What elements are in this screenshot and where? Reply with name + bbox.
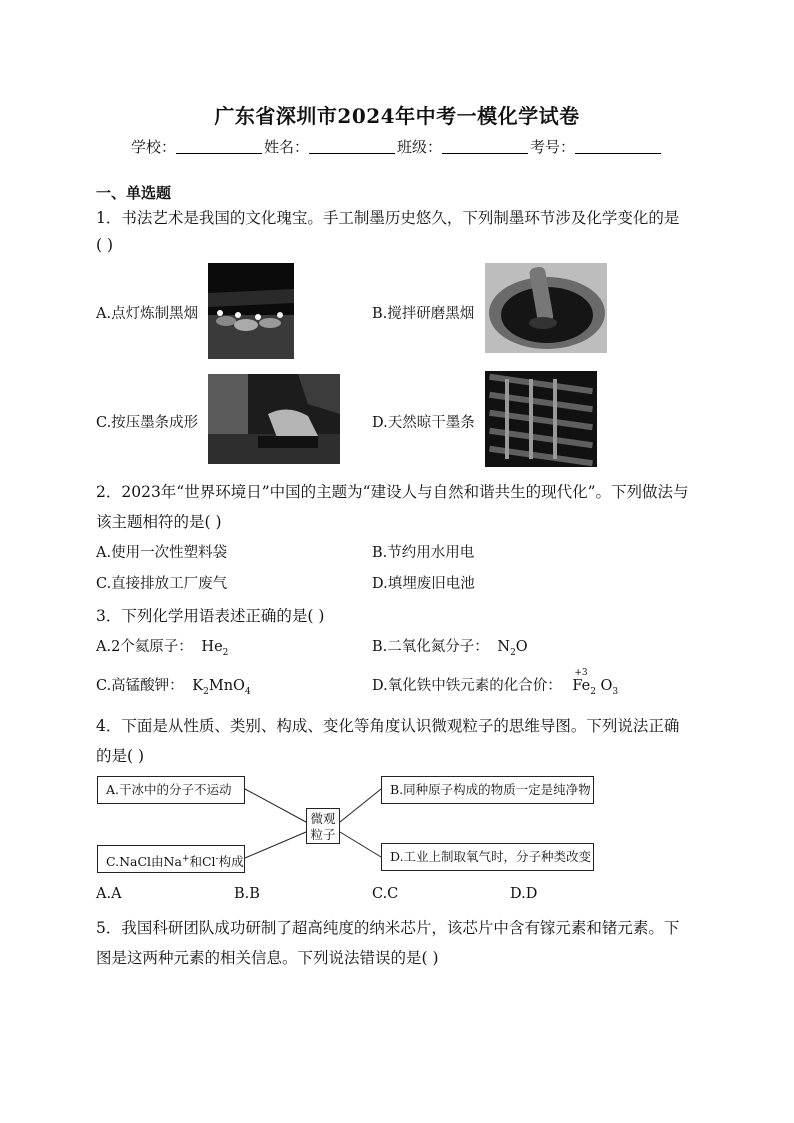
class-label: 班级：: [397, 138, 443, 156]
q2-option-c[interactable]: C.直接排放工厂废气: [96, 576, 228, 592]
q3-d-text: D.氧化铁中铁元素的化合价：: [372, 678, 562, 694]
q4-option-b[interactable]: B.B: [234, 886, 260, 902]
q2-option-d[interactable]: D.填埋废旧电池: [372, 576, 475, 592]
q1-option-b[interactable]: B.搅拌研磨黑烟: [372, 306, 475, 322]
section-title: 一、单选题: [96, 184, 172, 202]
q1-stem-line2: ( ): [96, 236, 114, 254]
q2-stem-line1: 2．2023年“世界环境日”中国的主题为“建设人与自然和谐共生的现代化”。下列做法与: [96, 483, 689, 501]
q1-option-c[interactable]: C.按压墨条成形: [96, 415, 199, 431]
q4-option-d[interactable]: D.D: [510, 886, 538, 902]
q3-a-text: A.2个氦原子：: [96, 639, 193, 655]
q3-c-text: C.高锰酸钾：: [96, 678, 184, 694]
q5-stem-line1: 5．我国科研团队成功研制了超高纯度的纳米芯片，该芯片中含有镓元素和锗元素。下: [96, 919, 680, 937]
center-node-line2: 粒子: [310, 827, 336, 842]
q3-stem: 3．下列化学用语表述正确的是( ): [96, 607, 325, 625]
q2-stem-line2: 该主题相符的是( ): [96, 513, 222, 531]
q3-b-text: B.二氧化氮分子：: [372, 639, 489, 655]
q4-stem-line2: 的是( ): [96, 747, 145, 765]
mindmap-box-c: C.NaCl由Na+和Cl-构成: [97, 845, 245, 873]
mindmap-center-node: [306, 808, 340, 844]
name-label: 姓名：: [263, 138, 309, 156]
q1-stem-line1: 1．书法艺术是我国的文化瑰宝。手工制墨历史悠久，下列制墨环节涉及化学变化的是: [96, 209, 680, 227]
mindmap-box-d: D.工业上制取氧气时，分子种类改变: [381, 843, 594, 871]
q4-option-a[interactable]: A.A: [96, 886, 122, 902]
q5-stem-line2: 图是这两种元素的相关信息。下列说法错误的是( ): [96, 949, 439, 967]
exam-no-label: 考号：: [530, 138, 576, 156]
mindmap-box-a: A.干冰中的分子不运动: [97, 776, 245, 804]
q1-option-a[interactable]: A.点灯炼制黑烟: [96, 306, 199, 322]
q1-option-d[interactable]: D.天然晾干墨条: [372, 415, 475, 431]
center-node-line1: 微观: [310, 811, 336, 826]
q4-option-c[interactable]: C.C: [372, 886, 399, 902]
school-label: 学校：: [130, 138, 176, 156]
q3-c-formula: $K_2MnO_4$: [192, 678, 251, 697]
q3-b-formula: $N_2O$: [497, 639, 528, 658]
q2-option-a[interactable]: A.使用一次性塑料袋: [96, 545, 228, 561]
exam-title: 广东省深圳市2024年中考一模化学试卷: [214, 104, 580, 128]
q3-a-formula: $He_2$: [201, 639, 229, 658]
mindmap-box-b: B.同种原子构成的物质一定是纯净物: [381, 776, 594, 804]
q4-stem-line1: 4．下面是从性质、类别、构成、变化等角度认识微观粒子的思维导图。下列说法正确: [96, 717, 680, 735]
q2-option-b[interactable]: B.节约用水用电: [372, 545, 475, 561]
q3-d-formula: +3 $Fe_2$ $O_3$: [572, 668, 619, 697]
